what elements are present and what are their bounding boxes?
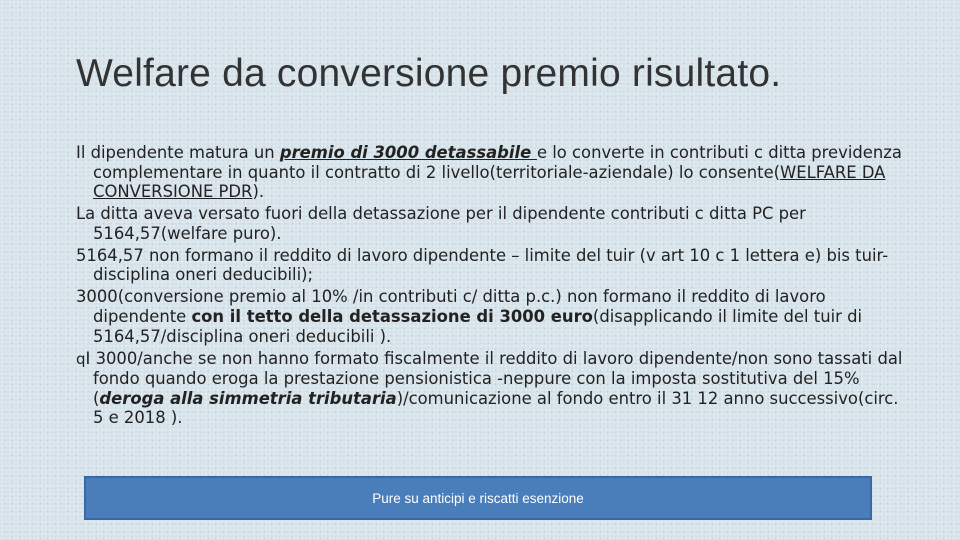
paragraph-limite-tuir: 5164,57 non formano il reddito di lavoro dipendente – limite del tuir (v art 10 c 1 lettera e) bis tuir- disciplina oneri deducibili); [76, 245, 889, 285]
bullet-paragraph-fondo [76, 349, 906, 428]
deroga-emphasis: deroga alla simmetria tributaria [99, 388, 397, 408]
bullet-paragraph-text-a: I 3000/anche se non hanno formato fiscalmente il reddito di lavoro dipendente/non sono tassati dal fondo quando eroga la prestazione pensionistica -neppure con la imposta sostitutiva del 15%( [85, 348, 903, 408]
tetto-detassazione-bold: con il tetto della detassazione di 3000 euro [191, 306, 593, 326]
paragraph-conversione-text-a: 3000(conversione premio al 10% /in contributi c/ ditta p.c.) non formano il reddito di lavoro dipendente [76, 287, 826, 326]
bullet-paragraph-text-c: )/comunicazione al fondo entro il 31 12 anno successivo(circ. 5 e 2018 ). [93, 388, 899, 428]
slide-title: Welfare da conversione premio risultato. [76, 52, 782, 95]
note-box [84, 476, 872, 520]
note-text: Pure su anticipi e riscatti esenzione [372, 490, 584, 506]
paragraph-conversione-text-c: (disapplicando il limite del tuir di 5164,57/disciplina oneri deducibili ). [93, 306, 863, 346]
paragraph-conversione [76, 287, 906, 346]
paragraph-premio-text-e: ). [252, 182, 265, 202]
paragraph-welfare-puro: La ditta aveva versato fuori della detassazione per il dipendente contributi c ditta PC per 5164,57(welfare puro). [76, 204, 806, 243]
welfare-conversione-label: WELFARE DA CONVERSIONE PDR [93, 162, 886, 202]
paragraph-premio [76, 143, 906, 202]
bullet-marker: q [76, 349, 86, 368]
paragraph-premio-text-a: Il dipendente matura un [76, 143, 280, 162]
slide-body [76, 143, 906, 430]
paragraph-premio-text-c: e lo converte in contributi c ditta previdenza complementare in quanto il contratto di 2 livello(territoriale-aziendale) lo consente( [93, 143, 902, 182]
premio-emphasis: premio di 3000 detassabile [279, 143, 537, 162]
